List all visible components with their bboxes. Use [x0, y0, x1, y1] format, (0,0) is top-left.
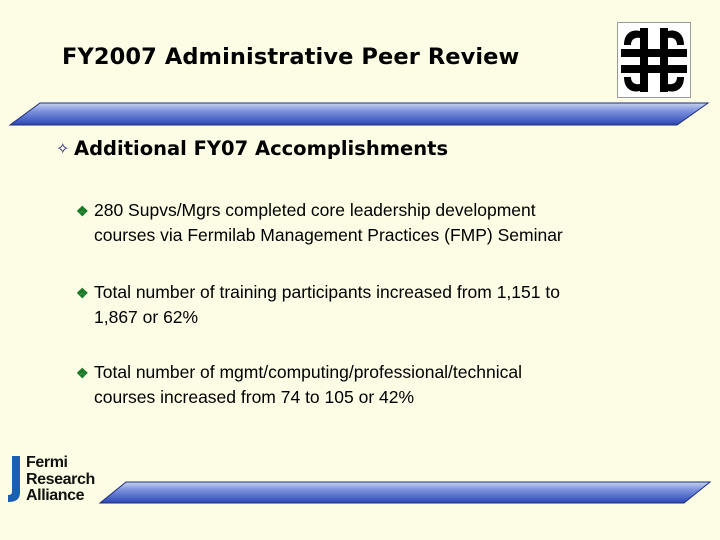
fra-logo-line-fermi: Fermi: [26, 454, 68, 471]
fra-logo-text: [26, 455, 95, 505]
fra-logo-line-alliance: Alliance: [26, 487, 85, 504]
slide-title: FY2007 Administrative Peer Review: [62, 44, 520, 70]
bullet-item-1: [76, 198, 676, 247]
bullet-3-line-2: courses increased from 74 to 105 or 42%: [94, 387, 415, 407]
bullet-2-line-2: 1,867 or 62%: [94, 307, 199, 327]
bullet-item-3: [76, 360, 676, 409]
top-divider-bar: [10, 103, 708, 125]
bullet-1-line-1: 280 Supvs/Mgrs completed core leadership development: [94, 200, 536, 220]
bullet-2-line-1: Total number of training participants increased from 1,151 to: [94, 282, 560, 302]
fra-logo-line-research: Research: [26, 470, 95, 488]
bullet-3-line-1: Total number of mgmt/computing/professional/technical: [94, 362, 522, 382]
diamond-v-bullet-icon: ❖: [76, 285, 89, 301]
section-heading: [56, 137, 448, 160]
bullet-item-2: [76, 280, 676, 329]
section-heading-text: Additional FY07 Accomplishments: [74, 137, 449, 160]
outline-star-bullet-icon: ✧: [56, 139, 70, 158]
diamond-v-bullet-icon: ❖: [76, 203, 89, 219]
fra-logo-mark-icon: [6, 454, 26, 504]
bullet-1-line-2: courses via Fermilab Management Practices (FMP) Seminar: [94, 225, 563, 245]
bottom-divider-bar: [100, 482, 710, 503]
diamond-v-bullet-icon: ❖: [76, 365, 89, 381]
